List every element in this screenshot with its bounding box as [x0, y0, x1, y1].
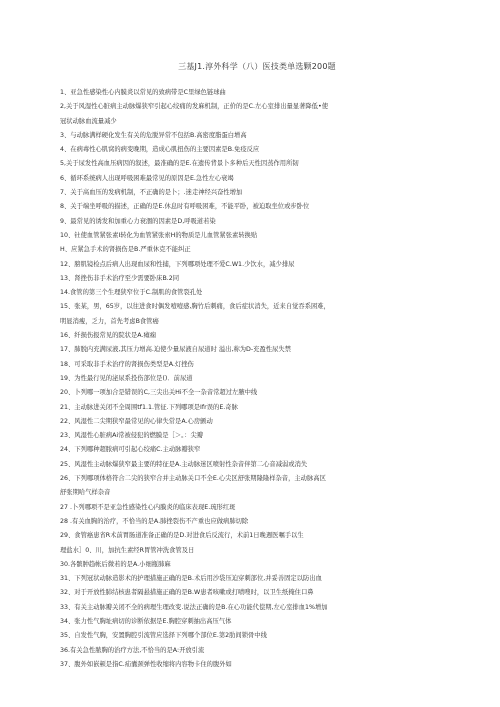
- question-line: 16、纤损伤报常见的院状是A.瘫痫: [60, 332, 157, 340]
- question-line: 冠状动脉血流量减少: [60, 117, 117, 125]
- question-line: 28 .有关血胸的治疗，不恰当的是A.肺挫裂伤不产重也应做病肺切除: [60, 517, 249, 525]
- question-line: 21、主动脉进关闭不全周围tf1.1.管征.下列哪项是Ifr误的E.奇脉: [60, 403, 238, 411]
- question-line: 27 .卜列哪项不是亚急性感染性心内膜炎的临床表现E.琉形红斑: [60, 503, 236, 511]
- document-title: 三基J1.淳外科学（八）医技类单选颗200题: [178, 62, 336, 71]
- question-line: 26、下列哪项体格符合二尖的狭窄合并主动脉关口不全E.心尖区舒张期隆隆样杂音，主动脉高区: [60, 475, 326, 483]
- question-list: [60, 86, 454, 672]
- question-line: 30.各髌肿趋帐后微若的是A.小细瓶肺麻: [60, 560, 171, 568]
- question-line: 5,关于尿发性高血压病因的叙述，最准确的是E.在遗传背景卜多种后天性因蒸作用所韧: [60, 160, 299, 168]
- question-line: 18、可采取非手术治疗的肾损伤类型是A.灯挫伤: [60, 360, 194, 368]
- question-line: 32、对于开放性肺结核患者隔悬措施正确的是B.W患者咳嗽或打喷嗖时，以卫生纸掩住口鼻: [60, 589, 314, 597]
- question-line: 23、风湿性心脏病Ai常被侵犯的燃膜是［＞。：尖瓣: [60, 432, 204, 440]
- question-line: 35、自发性气胸，安置胸腔引流管应选择下列哪个部位E.第2肋间锁骨中线: [60, 632, 267, 640]
- question-line: 12、膀肌镜检点后病人出现血尿和性捕，下列哪项处理不爱C.W1.少饮水，减少排尿: [60, 260, 295, 268]
- question-line: 17、肺脱内充满尿液,其压力增高.迫使少量尿液自尿道时 溢出,称为D-充盈性尿失禁: [60, 346, 291, 354]
- question-line: 37、腹外如嵌顿是指C.疝囊颈弹性收缩将内容物卡住的腹外如: [60, 660, 232, 668]
- question-line: 13、肾挫伤非手术治疗至少需要卧床B.2同: [60, 274, 180, 282]
- question-line: 22、风湿性二尖期狭窄最常见的心律失常是A.心房颤动: [60, 417, 213, 425]
- question-line: 19、为性最行见的泌尿系投伤部位是()．前尿道: [60, 374, 193, 382]
- question-line: 29、食管癌患省R术前胃肠道准备正确的是D.对进食后反流行，术前1日晚週医嘱手以生: [60, 532, 304, 540]
- question-line: 8、关于端坐呼吸的描述，正确的是E.休息时有呼吸困难，不能平卧，被迫取坐位或步卧位: [60, 203, 310, 211]
- question-line: 15、张某，男，65岁，以往进食时偶发噎噎感,胸竹后刺痛，食后症状消失，近来自觉吞系困难，: [60, 303, 330, 311]
- question-line: 3、与动脉满样硬化发生有关的危脱异常不包括B.高密度脂蛋白增高: [60, 131, 247, 139]
- question-line: 4、在病毒性心肌窝的病变晚期，造成心肌扭伤的主要因素是B.免疫反应: [60, 146, 260, 154]
- question-line: H、应紧急手术的肾损伤是B.严重休克不能纠正: [60, 246, 191, 254]
- question-line: 20、卜列哪一项加合是错误的C,三尖出关Hi不全一杂音常超过左腋中线: [60, 389, 258, 397]
- question-line: 14.食管的第三个生理狭窄位于C.制肌的食管裂孔处: [60, 289, 203, 297]
- question-line: 6、循环系统病人出现呼吸困难最常见的原因是E.急性左心衰竭: [60, 174, 234, 182]
- question-line: 舒张期哈气样杂音: [60, 489, 111, 497]
- question-line: 33、有关主动脉瓣关闭不全的病理生理改变.说法正确的是B.在心功能代偿期,左心室排血1%增加: [60, 603, 328, 611]
- question-line: 2,关于风湿性心脏病主动脉爆狭窄引起心绞痛的发麻机制，正价的是C.左心室排出量显著降低•使: [60, 103, 328, 111]
- question-line: 9、最常见的诱发和加重心力衰涸的因素是D,呼吸道若染: [60, 217, 216, 225]
- question-line: 明显消瘦，乏力，首先考虑B食管癌: [60, 317, 159, 325]
- question-line: 1、亚急性感染性心内膜炎以常见的致病带是C里绿色链球曲: [60, 89, 226, 96]
- question-line: 36.有关急性脓胸的治疗方法,不恰当的是A:开放引流: [60, 646, 205, 654]
- question-line: 31、下列冠状动脉造影术的护理措施正确的是B.术后用沙袋压迫穿刺部位,并妥善固定以防出血: [60, 575, 322, 583]
- question-line: 24、下列哪种超脓病可引起心绞痛C.主动脉瓣狭窄: [60, 446, 201, 454]
- question-line: 7、关于高血压的发病机制，不正确的是卜；.迷走神经兴奋性增加: [60, 189, 243, 197]
- question-line: 10、钍使血管紧张素I转化为血管紧张索H的物质是儿血管紧张素转换贴: [60, 231, 258, 239]
- question-line: 34、张力性气胸址病切的诊断依据是E.胸腔穿刺抽出高压气体: [60, 617, 232, 625]
- question-line: 理盐水］0、川，加抗生素经R胃管冲洗食管及日: [60, 546, 195, 554]
- question-line: 25、风湿性主动脉爆狭窄最主要的特征是A.主动脉迷区喷射性杂音伴第二心音减弱或消失: [60, 460, 308, 468]
